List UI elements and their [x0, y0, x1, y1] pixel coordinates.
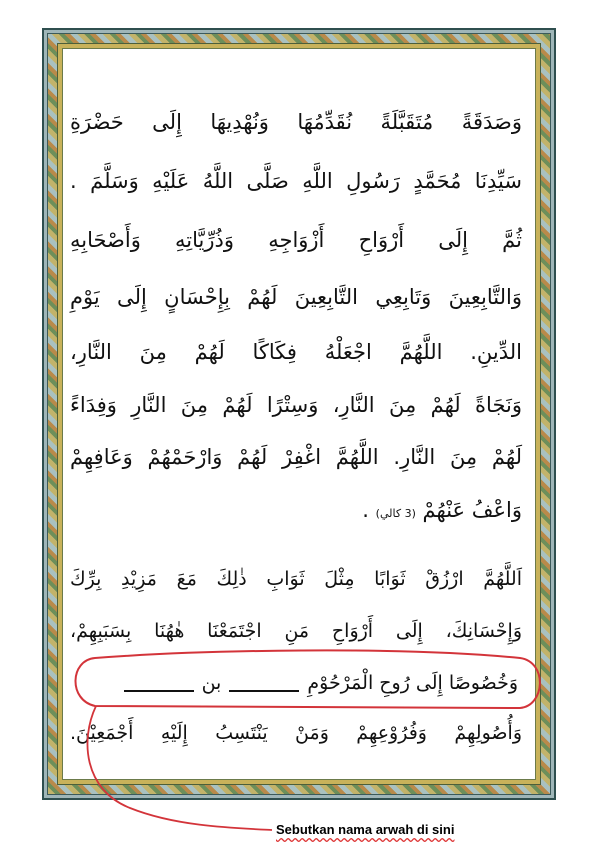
dua-line-2: وَإِحْسَانِكَ، إِلَى أَرْوَاحِ مَنِ اجْتَمَعْنَا هٰهُنَا بِسَبَبِهِمْ، — [70, 620, 522, 642]
dua-line-3: وَأُصُولِهِمْ وَفُرُوْعِهِمْ وَمَنْ يَنْتَسِبُ إِلَيْهِ أَجْمَعِيْنَ. — [70, 722, 522, 744]
prayer-line-3: ثُمَّ إِلَى أَرْوَاحِ أَزْوَاجِهِ وَذُرِّيَّاتِهِ وَأَصْحَابِهِ — [70, 228, 522, 252]
prayer-line-1: وَصَدَقَةً مُتَقَبَّلَةً نُقَدِّمُهَا وَنُهْدِيهَا إِلَى حَضْرَةِ — [70, 110, 522, 134]
prayer-line-6: وَنَجَاةً لَهُمْ مِنَ النَّارِ، وَسِتْرًا لَهُمْ مِنَ النَّارِ وَفِدَاءً — [70, 393, 522, 417]
name-line-prefix: وَخُصُوصًا إِلَى رُوحِ الْمَرْحُوْمِ — [307, 672, 518, 694]
prayer-line-2: سَيِّدِنَا مُحَمَّدٍ رَسُولِ اللَّهِ صَلَّى اللَّهُ عَلَيْهِ وَسَلَّمَ . — [70, 169, 522, 193]
bin-word: بن — [201, 672, 222, 694]
repeat-note: (3 كالي) — [375, 507, 416, 520]
prayer-line-4: وَالتَّابِعِينَ وَتَابِعِي التَّابِعِينَ لَهُمْ بِإِحْسَانٍ إِلَى يَوْمِ — [70, 285, 522, 309]
prayer-line-8-text: وَاعْفُ عَنْهُمْ — [422, 498, 522, 522]
prayer-line-7: لَهُمْ مِنَ النَّارِ. اللَّهُمَّ اغْفِرْ لَهُمْ وَارْحَمْهُمْ وَعَافِهِمْ — [70, 445, 522, 469]
annotation-arrow-line — [87, 706, 272, 830]
dua-line-1: اَللَّهُمَّ ارْزُقْ ثَوَابًا مِثْلَ ثَوَابِ ذٰلِكَ مَعَ مَزِيْدِ بِرِّكَ — [70, 568, 522, 590]
annotation-caption: Sebutkan nama arwah di sini — [276, 822, 455, 837]
full-stop: . — [362, 498, 369, 522]
prayer-line-5: الدِّينِ. اللَّهُمَّ اجْعَلْهُ فِكَاكًا لَهُمْ مِنَ النَّارِ، — [70, 340, 522, 364]
highlight-oval — [75, 650, 539, 708]
